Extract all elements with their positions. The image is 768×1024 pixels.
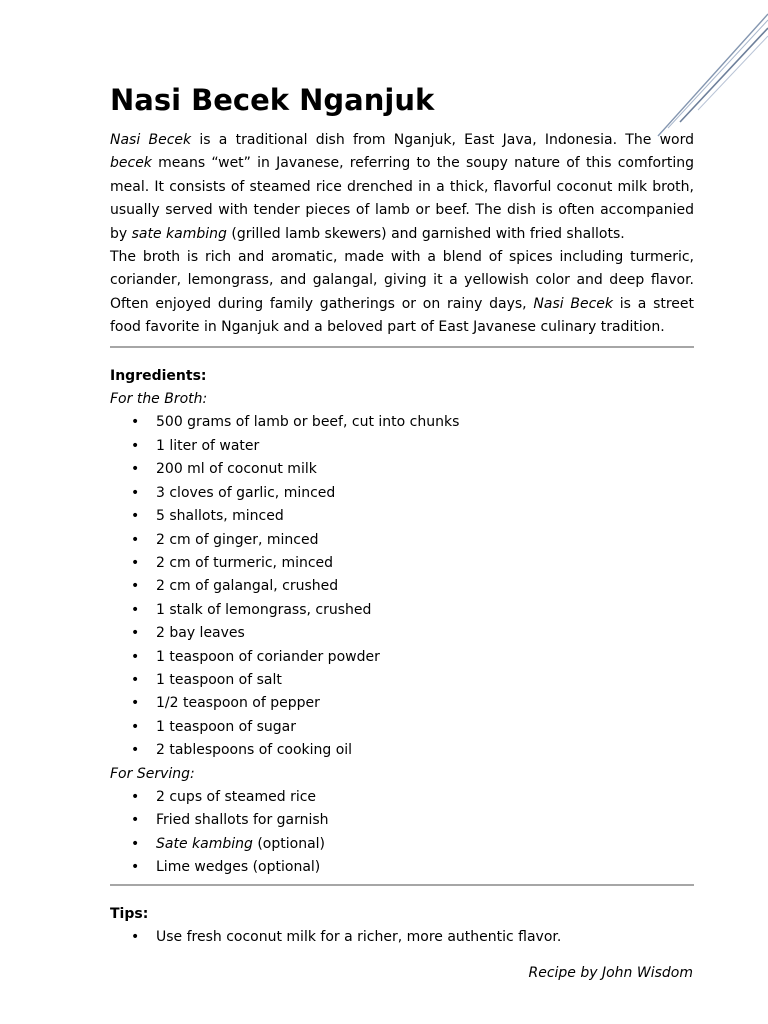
list-item [110,833,694,856]
list-item-text: 200 ml of coconut milk [156,461,317,478]
ingredients-heading: Ingredients: [110,367,207,384]
bullet-icon: • [131,742,140,759]
bullet-icon: • [131,835,140,852]
divider [110,884,694,886]
ingredients-section [110,365,694,880]
list-item-text: 1 teaspoon of sugar [156,718,297,735]
list-item [110,856,694,879]
list-item-text: Sate kambing (optional) [156,835,326,852]
bullet-icon: • [131,578,140,595]
italic-text: Sate kambing [156,835,253,852]
italic-text: Nasi Becek [110,132,192,148]
list-item [110,575,694,598]
serving-ingredient-list [110,786,694,880]
intro-paragraph-1: Nasi Becek is a traditional dish from Nganjuk, East Java, Indonesia. The word becek means “wet” in Javanese, referring to the soupy nature of this comforting meal. It consists of steamed rice drenched in a thick, flavorful coconut milk broth, usually served with tender pieces of lamb or beef. The dish is often accompanied by sate kambing (grilled lamb skewers) and garnished with fried shallots. [110,132,694,242]
list-item-text: 2 cm of ginger, minced [156,531,319,548]
list-item-text: 2 cm of turmeric, minced [156,554,334,571]
broth-subheading: For the Broth: [110,391,208,408]
list-item-text: 2 cm of galangal, crushed [156,578,339,595]
bullet-icon: • [131,531,140,548]
list-item-text: 2 tablespoons of cooking oil [156,742,353,759]
bullet-icon: • [131,718,140,735]
list-item-text: 1 stalk of lemongrass, crushed [156,601,372,618]
bullet-icon: • [131,812,140,829]
bullet-icon: • [131,601,140,618]
bullet-icon: • [131,625,140,642]
list-item [110,669,694,692]
list-item [110,552,694,575]
bullet-icon: • [131,859,140,876]
list-item-text: Lime wedges (optional) [156,859,321,876]
bullet-icon: • [131,461,140,478]
list-item-text: 1/2 teaspoon of pepper [156,695,320,712]
list-item [110,692,694,715]
list-item [110,529,694,552]
bullet-icon: • [131,437,140,454]
bullet-icon: • [131,929,140,945]
list-item-text: Use fresh coconut milk for a richer, more authentic flavor. [156,929,562,945]
document-page [110,80,694,986]
list-item-text: 5 shallots, minced [156,508,284,525]
list-item-text: 1 teaspoon of salt [156,671,282,688]
list-item-text: 1 liter of water [156,437,260,454]
list-item [110,926,694,949]
broth-ingredient-list [110,411,694,762]
bullet-icon: • [131,484,140,501]
bullet-icon: • [131,648,140,665]
list-item [110,809,694,832]
divider [110,346,694,348]
italic-text: becek [110,155,152,172]
serving-subheading: For Serving: [110,765,195,782]
list-item [110,411,694,434]
list-item-text: Fried shallots for garnish [156,812,329,829]
list-item [110,646,694,669]
list-item-text: 2 cups of steamed rice [156,788,317,805]
list-item [110,435,694,458]
bullet-icon: • [131,508,140,525]
bullet-icon: • [131,671,140,688]
intro-paragraph-2: The broth is rich and aromatic, made with a blend of spices including turmeric, coriander, lemongrass, and galangal, giving it a yellowish color and deep flavor. Often enjoyed during family gatherings or on rainy days, Nasi Becek is a street food favorite in Nganjuk and a beloved part of East Javanese culinary tradition. [110,249,695,336]
list-item-text: 2 bay leaves [156,625,245,642]
tips-section [110,903,694,950]
list-item [110,622,694,645]
bullet-icon: • [131,554,140,571]
list-item-text: 3 cloves of garlic, minced [156,484,336,501]
intro-section [110,129,694,340]
italic-text: Nasi Becek [533,295,614,312]
page-title: Nasi Becek Nganjuk [110,83,435,117]
list-item [110,482,694,505]
bullet-icon: • [131,414,140,431]
list-item [110,458,694,481]
list-item-text: 1 teaspoon of coriander powder [156,648,380,665]
list-item [110,599,694,622]
list-item [110,786,694,809]
list-item-text: 500 grams of lamb or beef, cut into chunks [156,414,460,431]
list-item [110,716,694,739]
list-item [110,739,694,762]
list-item [110,505,694,528]
bullet-icon: • [131,695,140,712]
italic-text: sate kambing [131,225,227,242]
recipe-credit: Recipe by John Wisdom [528,965,693,982]
bullet-icon: • [131,788,140,805]
tips-heading: Tips: [110,905,149,922]
tips-list [110,926,694,949]
